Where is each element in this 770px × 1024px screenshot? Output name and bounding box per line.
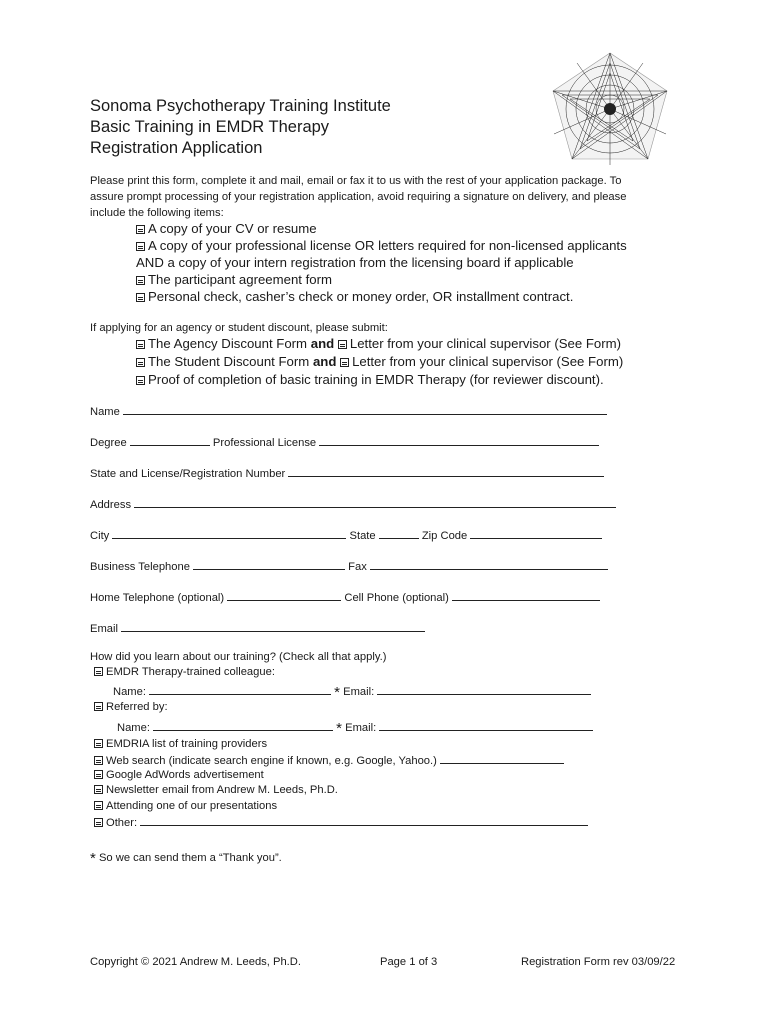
agency-discount-item: The Agency Discount Form and Letter from your clinical supervisor (See Form) — [136, 336, 621, 351]
survey-other: Other: — [94, 815, 588, 829]
colleague-name-input[interactable] — [149, 684, 331, 695]
intro-line-1: Please print this form, complete it and mail, email or fax it to us with the rest of your application package. To — [90, 175, 622, 187]
checkbox-icon[interactable] — [94, 702, 103, 711]
checkbox-icon[interactable] — [136, 242, 145, 251]
checkbox-icon[interactable] — [136, 276, 145, 285]
checkbox-icon[interactable] — [136, 293, 145, 302]
checkbox-icon[interactable] — [94, 739, 103, 748]
name-input[interactable] — [123, 404, 607, 415]
institute-title: Sonoma Psychotherapy Training Institute — [90, 97, 391, 115]
survey-question: How did you learn about our training? (Check all that apply.) — [90, 651, 387, 663]
referrer-email-input[interactable] — [379, 720, 593, 731]
reviewer-discount-item: Proof of completion of basic training in EMDR Therapy (for reviewer discount). — [136, 372, 604, 387]
required-item-intern: AND a copy of your intern registration from the licensing board if applicable — [136, 255, 574, 270]
search-engine-input[interactable] — [440, 753, 564, 764]
colleague-email-input[interactable] — [377, 684, 591, 695]
business-phone-input[interactable] — [193, 559, 345, 570]
email-field: Email — [90, 621, 425, 635]
name-field: Name — [90, 404, 607, 418]
required-item-payment: Personal check, casher’s check or money order, OR installment contract. — [136, 289, 573, 304]
required-item-license: A copy of your professional license OR letters required for non-licensed applicants — [136, 238, 627, 253]
checkbox-icon[interactable] — [136, 340, 145, 349]
student-discount-item: The Student Discount Form and Letter from your clinical supervisor (See Form) — [136, 354, 623, 369]
footer-copyright: Copyright © 2021 Andrew M. Leeds, Ph.D. — [90, 956, 301, 968]
survey-adwords: Google AdWords advertisement — [94, 769, 264, 781]
referrer-name-row: Name: * Email: — [117, 720, 593, 737]
checkbox-icon[interactable] — [136, 225, 145, 234]
star-mandala-logo — [548, 49, 672, 165]
survey-newsletter: Newsletter email from Andrew M. Leeds, Ph.D. — [94, 784, 338, 796]
checkbox-icon[interactable] — [338, 340, 347, 349]
checkbox-icon[interactable] — [136, 358, 145, 367]
discount-intro: If applying for an agency or student discount, please submit: — [90, 322, 388, 334]
license-input[interactable] — [319, 435, 599, 446]
required-item-cv: A copy of your CV or resume — [136, 221, 317, 236]
footer-rev: Registration Form rev 03/09/22 — [521, 956, 676, 968]
footer-page: Page 1 of 3 — [380, 956, 438, 968]
city-input[interactable] — [112, 528, 346, 539]
survey-colleague: EMDR Therapy-trained colleague: — [94, 666, 275, 678]
checkbox-icon[interactable] — [136, 376, 145, 385]
footnote: * So we can send them a “Thank you”. — [90, 850, 282, 867]
checkbox-icon[interactable] — [94, 756, 103, 765]
checkbox-icon[interactable] — [94, 801, 103, 810]
intro-line-3: include the following items: — [90, 207, 224, 219]
other-input[interactable] — [140, 815, 588, 826]
city-state-zip-row: City State Zip Code — [90, 528, 602, 542]
survey-referred: Referred by: — [94, 701, 168, 713]
cell-phone-input[interactable] — [452, 590, 600, 601]
referrer-name-input[interactable] — [153, 720, 333, 731]
checkbox-icon[interactable] — [94, 667, 103, 676]
checkbox-icon[interactable] — [94, 818, 103, 827]
required-item-agreement: The participant agreement form — [136, 272, 332, 287]
survey-web: Web search (indicate search engine if known, e.g. Google, Yahoo.) — [94, 753, 564, 767]
intro-line-2: assure prompt processing of your registration application, avoid requiring a signature on delivery, and please — [90, 191, 627, 203]
degree-license-row: Degree Professional License — [90, 435, 599, 449]
colleague-name-row: Name: * Email: — [113, 684, 591, 701]
fax-input[interactable] — [370, 559, 608, 570]
state-license-field: State and License/Registration Number — [90, 466, 604, 480]
form-title: Registration Application — [90, 139, 263, 157]
state-license-input[interactable] — [288, 466, 604, 477]
state-input[interactable] — [379, 528, 419, 539]
checkbox-icon[interactable] — [340, 358, 349, 367]
survey-emdria: EMDRIA list of training providers — [94, 738, 267, 750]
course-title: Basic Training in EMDR Therapy — [90, 118, 330, 136]
address-field: Address — [90, 497, 616, 511]
checkbox-icon[interactable] — [94, 785, 103, 794]
checkbox-icon[interactable] — [94, 770, 103, 779]
degree-input[interactable] — [130, 435, 210, 446]
zip-input[interactable] — [470, 528, 602, 539]
business-fax-row: Business Telephone Fax — [90, 559, 608, 573]
email-input[interactable] — [121, 621, 425, 632]
address-input[interactable] — [134, 497, 616, 508]
home-phone-input[interactable] — [227, 590, 341, 601]
survey-presentations: Attending one of our presentations — [94, 800, 277, 812]
home-cell-row: Home Telephone (optional) Cell Phone (optional) — [90, 590, 600, 604]
